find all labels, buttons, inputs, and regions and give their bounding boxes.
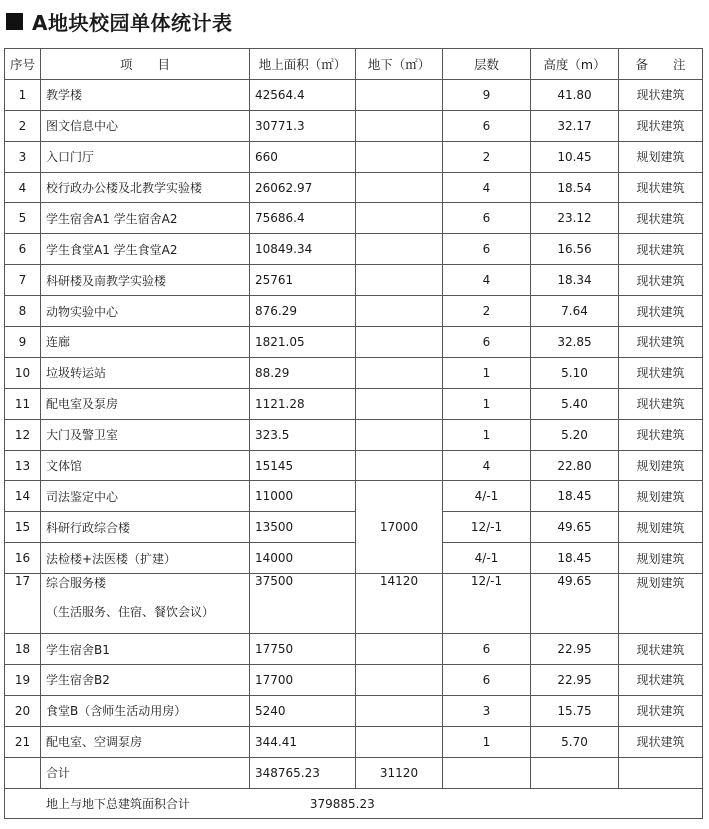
row-no: 20 [5,695,41,726]
row-no: 1 [5,79,41,110]
table-row [5,79,703,110]
row-no: 9 [5,327,41,358]
row-floors: 6 [443,634,531,665]
header-floors: 层数 [443,49,531,80]
row-name: 食堂B（含师生活动用房） [41,695,250,726]
row-height: 18.45 [531,481,619,512]
row-note: 现状建筑 [619,388,703,419]
row-below-area [356,265,443,296]
row-above-area: 323.5 [250,419,356,450]
row-above-area: 10849.34 [250,234,356,265]
row-height: 22.80 [531,450,619,481]
row-above-area: 25761 [250,265,356,296]
row-note: 规划建筑 [619,574,703,634]
table-row [5,695,703,726]
row-below-area [356,726,443,757]
row-no: 17 [5,574,41,634]
row-height: 22.95 [531,634,619,665]
header-below-area: 地下（㎡） [356,49,443,80]
table-row [5,296,703,327]
row-name: 学生宿舍B2 [41,665,250,696]
row-no: 11 [5,388,41,419]
row-height: 32.85 [531,327,619,358]
row-note: 现状建筑 [619,79,703,110]
row-below-area [356,79,443,110]
table-row [5,419,703,450]
row-floors: 2 [443,296,531,327]
row-note: 现状建筑 [619,695,703,726]
row-no: 8 [5,296,41,327]
row-floors: 4 [443,265,531,296]
row-floors: 12/-1 [443,574,531,634]
row-below-area [356,203,443,234]
row-name: 学生宿舍B1 [41,634,250,665]
row-above-area: 15145 [250,450,356,481]
row-no: 4 [5,172,41,203]
row-below-area [356,234,443,265]
total-row [5,757,703,788]
row-name: 学生宿舍A1 学生宿舍A2 [41,203,250,234]
header-item: 项 目 [41,49,250,80]
row-below-area [356,327,443,358]
row-below-area [356,357,443,388]
row-note: 现状建筑 [619,110,703,141]
row-floors: 6 [443,110,531,141]
row-note: 现状建筑 [619,327,703,358]
row-height: 41.80 [531,79,619,110]
row-floors: 4/-1 [443,481,531,512]
row-name: 大门及警卫室 [41,419,250,450]
row-name: 连廊 [41,327,250,358]
table-row [5,234,703,265]
row-above-area: 14000 [250,543,356,574]
row-floors: 4 [443,172,531,203]
row-no: 18 [5,634,41,665]
row-note: 规划建筑 [619,512,703,543]
grand-total-value: 379885.23 [309,797,375,812]
page-title: A地块校园单体统计表 [32,10,233,35]
row-name: 法检楼+法医楼（扩建） [41,543,250,574]
row-note: 现状建筑 [619,419,703,450]
table-row [5,203,703,234]
row-floors: 2 [443,141,531,172]
table-row [5,172,703,203]
grand-total-label: 地上与地下总建筑面积合计 [46,797,191,812]
row-note: 现状建筑 [619,203,703,234]
row-floors: 6 [443,234,531,265]
row-floors: 1 [443,357,531,388]
row-height: 5.20 [531,419,619,450]
row-above-area: 876.29 [250,296,356,327]
row-above-area: 344.41 [250,726,356,757]
row-no: 2 [5,110,41,141]
row-name-cell [41,574,250,634]
row-above-area: 42564.4 [250,79,356,110]
row-no: 16 [5,543,41,574]
table-row [5,665,703,696]
table-row [5,357,703,388]
row-above-area: 5240 [250,695,356,726]
row-above-area: 11000 [250,481,356,512]
header-height: 高度（m） [531,49,619,80]
total-floors [443,757,531,788]
row-height: 49.65 [531,512,619,543]
row-height: 18.45 [531,543,619,574]
total-below-area: 31120 [356,757,443,788]
row-name: 综合服务楼 [46,576,107,591]
row-height: 15.75 [531,695,619,726]
row-height: 22.95 [531,665,619,696]
total-no [5,757,41,788]
row-no: 14 [5,481,41,512]
row-no: 6 [5,234,41,265]
row-below-area [356,450,443,481]
row-below-area [356,665,443,696]
table-row [5,726,703,757]
row-above-area: 37500 [250,574,356,634]
row-note: 现状建筑 [619,357,703,388]
header-no: 序号 [5,49,41,80]
row-height: 32.17 [531,110,619,141]
row-below-area [356,695,443,726]
row-name: 动物实验中心 [41,296,250,327]
row-below-area: 14120 [356,574,443,634]
row-name: 垃圾转运站 [41,357,250,388]
row-no: 12 [5,419,41,450]
row-name: 教学楼 [41,79,250,110]
row-no: 7 [5,265,41,296]
row-floors: 1 [443,419,531,450]
row-name-subtitle: （生活服务、住宿、餐饮会议） [46,605,215,620]
row-name: 配电室、空调泵房 [41,726,250,757]
row-below-area [356,296,443,327]
row-no: 19 [5,665,41,696]
row-below-area [356,419,443,450]
row-name: 学生食堂A1 学生食堂A2 [41,234,250,265]
row-note: 规划建筑 [619,543,703,574]
row-height: 5.10 [531,357,619,388]
row-note: 现状建筑 [619,234,703,265]
table-row [5,634,703,665]
row-no: 5 [5,203,41,234]
table-row [5,512,703,543]
row-height: 5.40 [531,388,619,419]
row-below-area [356,141,443,172]
row-name: 图文信息中心 [41,110,250,141]
table-row [5,141,703,172]
row-name: 配电室及泵房 [41,388,250,419]
row-no: 3 [5,141,41,172]
building-statistics-table [4,48,703,819]
table-row [5,543,703,574]
row-note: 规划建筑 [619,481,703,512]
total-height [531,757,619,788]
total-above-area: 348765.23 [250,757,356,788]
table-row [5,574,703,634]
row-floors: 1 [443,388,531,419]
table-row [5,265,703,296]
row-height: 23.12 [531,203,619,234]
header-row [5,49,703,80]
table-row [5,110,703,141]
merged-below-area: 17000 [356,481,443,574]
row-above-area: 26062.97 [250,172,356,203]
row-floors: 12/-1 [443,512,531,543]
black-square-icon [6,13,23,30]
row-floors: 6 [443,203,531,234]
row-above-area: 30771.3 [250,110,356,141]
row-height: 5.70 [531,726,619,757]
row-above-area: 88.29 [250,357,356,388]
row-floors: 9 [443,79,531,110]
document-title-block [6,6,232,36]
row-name: 文体馆 [41,450,250,481]
row-above-area: 1821.05 [250,327,356,358]
table-row [5,450,703,481]
row-no: 15 [5,512,41,543]
row-name: 科研楼及南教学实验楼 [41,265,250,296]
row-no: 13 [5,450,41,481]
row-above-area: 75686.4 [250,203,356,234]
row-note: 规划建筑 [619,141,703,172]
row-below-area [356,172,443,203]
row-height: 7.64 [531,296,619,327]
row-below-area [356,110,443,141]
row-name: 司法鉴定中心 [41,481,250,512]
row-floors: 4 [443,450,531,481]
table-row [5,388,703,419]
header-above-area: 地上面积（㎡） [250,49,356,80]
row-above-area: 17750 [250,634,356,665]
row-below-area [356,388,443,419]
row-floors: 4/-1 [443,543,531,574]
row-floors: 1 [443,726,531,757]
row-name: 入口门厅 [41,141,250,172]
row-note: 规划建筑 [619,450,703,481]
total-note [619,757,703,788]
total-label: 合计 [41,757,250,788]
row-name: 校行政办公楼及北教学实验楼 [41,172,250,203]
row-floors: 6 [443,327,531,358]
row-height: 10.45 [531,141,619,172]
row-note: 现状建筑 [619,172,703,203]
grand-total-cell [5,788,703,819]
row-note: 现状建筑 [619,665,703,696]
row-below-area [356,634,443,665]
table-row [5,327,703,358]
header-note: 备 注 [619,49,703,80]
row-no: 10 [5,357,41,388]
row-above-area: 1121.28 [250,388,356,419]
row-note: 现状建筑 [619,726,703,757]
row-above-area: 660 [250,141,356,172]
row-height: 18.54 [531,172,619,203]
row-note: 现状建筑 [619,265,703,296]
row-name: 科研行政综合楼 [41,512,250,543]
row-height: 49.65 [531,574,619,634]
table-row [5,481,703,512]
row-floors: 3 [443,695,531,726]
row-above-area: 13500 [250,512,356,543]
row-note: 现状建筑 [619,296,703,327]
row-floors: 6 [443,665,531,696]
row-height: 16.56 [531,234,619,265]
grand-total-row [5,788,703,819]
row-height: 18.34 [531,265,619,296]
row-above-area: 17700 [250,665,356,696]
row-no: 21 [5,726,41,757]
row-note: 现状建筑 [619,634,703,665]
